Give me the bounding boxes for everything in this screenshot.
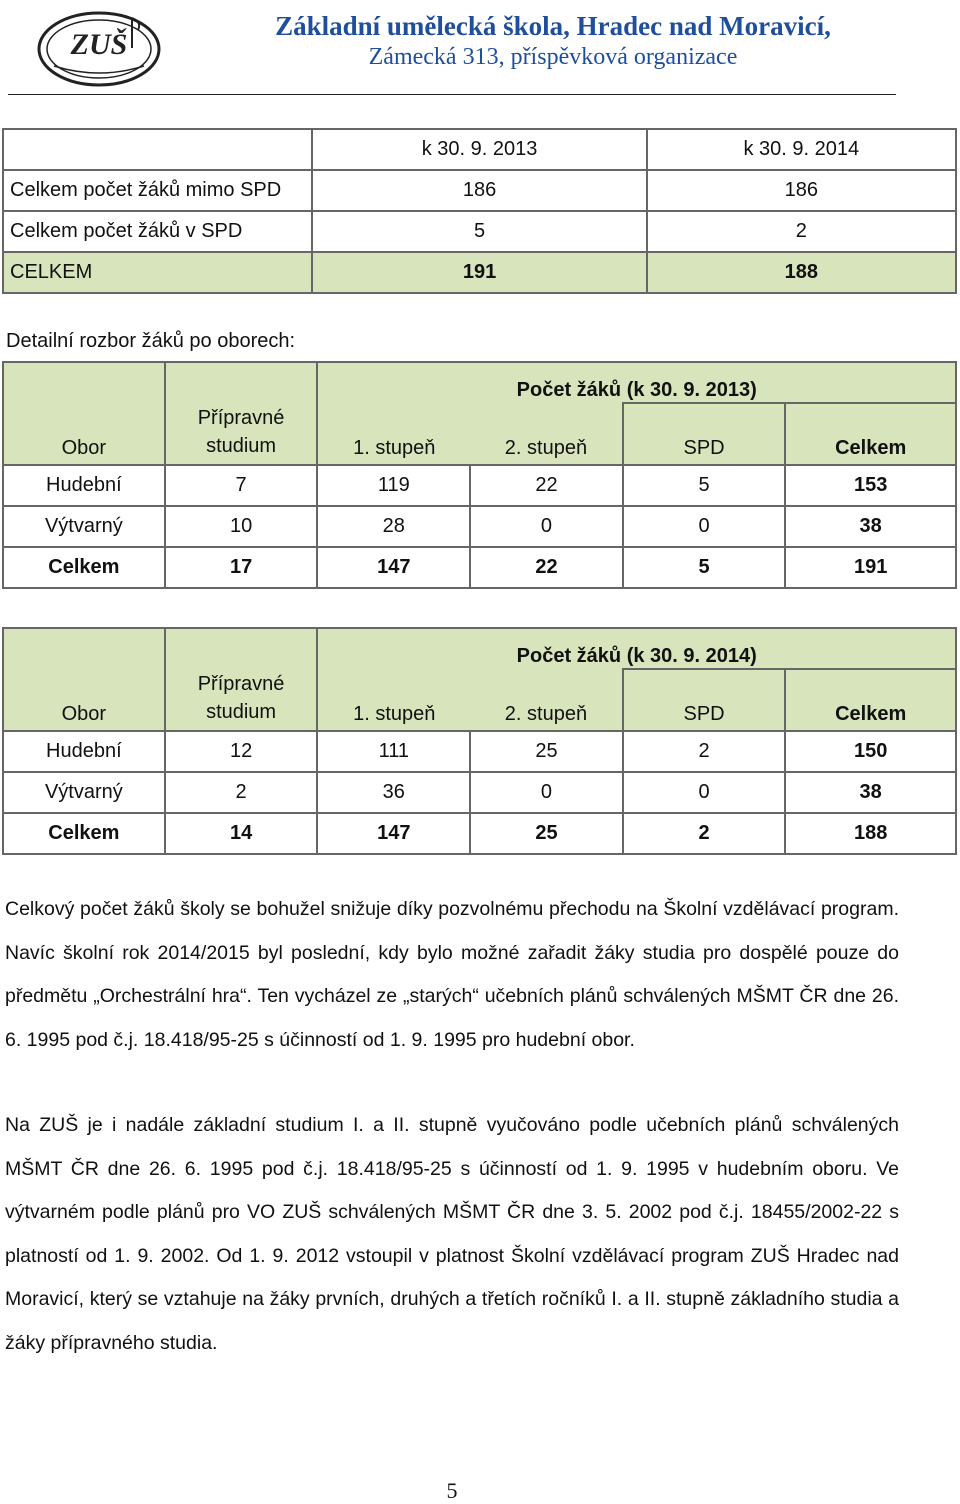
table-title [317, 628, 956, 669]
cell-spd: 0 [623, 506, 786, 547]
cell-2013: 191 [312, 252, 646, 293]
table-row [3, 170, 956, 211]
cell-stupen2: 22 [470, 547, 623, 588]
cell-celkem: 188 [785, 813, 956, 854]
cell-stupen1: 147 [317, 813, 470, 854]
table-2014 [2, 627, 957, 855]
table-row [3, 731, 956, 772]
summary-header-2014: k 30. 9. 2014 [647, 129, 956, 170]
table-row [3, 211, 956, 252]
table-row [3, 506, 956, 547]
table-row-total [3, 547, 956, 588]
cell-stupen1: 36 [317, 772, 470, 813]
cell-obor: Hudební [3, 731, 165, 772]
cell-celkem: 38 [785, 506, 956, 547]
table-title-text: Počet žáků (k 30. 9. 2014) [516, 645, 757, 667]
cell-stupen1: 119 [317, 465, 470, 506]
summary-header-empty [3, 129, 312, 170]
table-2013 [2, 361, 957, 589]
row-label: CELKEM [3, 252, 312, 293]
cell-stupen2: 25 [470, 731, 623, 772]
page-number: 5 [446, 1478, 458, 1503]
table-title [317, 362, 956, 403]
col-header-pripravne: Přípravné studium [165, 628, 318, 731]
school-logo [34, 8, 164, 90]
cell-celkem: 153 [785, 465, 956, 506]
school-name-line1: Základní umělecká škola, Hradec nad Moravicí, [275, 11, 831, 41]
school-name [168, 10, 938, 72]
cell-obor: Výtvarný [3, 506, 165, 547]
svg-text:ZUŠ: ZUŠ [70, 28, 128, 61]
table-row [3, 465, 956, 506]
cell-stupen2: 25 [470, 813, 623, 854]
col-header-spd: SPD [623, 403, 786, 465]
cell-obor: Celkem [3, 813, 165, 854]
col-header-obor: Obor [3, 362, 165, 465]
cell-celkem: 191 [785, 547, 956, 588]
col-header-stupen2: 2. stupeň [470, 403, 623, 465]
detail-caption: Detailní rozbor žáků po oborech: [6, 330, 296, 352]
cell-2014: 186 [647, 170, 956, 211]
cell-obor: Celkem [3, 547, 165, 588]
cell-stupen2: 22 [470, 465, 623, 506]
cell-stupen1: 111 [317, 731, 470, 772]
page-header [0, 0, 960, 100]
cell-spd: 5 [623, 465, 786, 506]
cell-stupen2: 0 [470, 772, 623, 813]
cell-celkem: 38 [785, 772, 956, 813]
cell-spd: 5 [623, 547, 786, 588]
cell-pripravne: 12 [165, 731, 318, 772]
col-header-pripravne: Přípravné studium [165, 362, 318, 465]
summary-table [2, 128, 957, 294]
col-header-stupen1: 1. stupeň [317, 669, 470, 731]
cell-pripravne: 10 [165, 506, 318, 547]
header-rule [8, 94, 896, 95]
cell-stupen2: 0 [470, 506, 623, 547]
cell-2013: 5 [312, 211, 646, 252]
cell-spd: 2 [623, 731, 786, 772]
row-label: Celkem počet žáků v SPD [3, 211, 312, 252]
cell-2014: 2 [647, 211, 956, 252]
summary-header-2013: k 30. 9. 2013 [312, 129, 646, 170]
paragraph-2: Na ZUŠ je i nadále základní studium I. a II. stupně vyučováno podle učebních plánů schválených MŠMT ČR dne 26. 6. 1995 pod č.j. 18.418/95-25 s účinností od 1. 9. 1995 v hudebním oboru. Ve výtvarném podle plánů pro VO ZUŠ schválených MŠMT ČR dne 3. 5. 2002 pod č.j. 18455/2002-22 s platností od 1. 9. 2002. Od 1. 9. 2012 vstoupil v platnost Školní vzdělávací program ZUŠ Hradec nad Moravicí, který se vztahuje na žáky prvních, druhých a třetích ročníků I. a II. stupně základního studia a žáky přípravného studia. [5, 1114, 899, 1354]
col-header-celkem: Celkem [785, 669, 956, 731]
table-row [3, 252, 956, 293]
summary-header-row [3, 129, 956, 170]
paragraph-1: Celkový počet žáků školy se bohužel snižuje díky pozvolnému přechodu na Školní vzdělávací program. Navíc školní rok 2014/2015 byl poslední, kdy bylo možné zařadit žáky studia pro dospělé pouze do předmětu „Orchestrální hra“. Ten vycházel ze „starých“ učebních plánů schválených MŠMT ČR dne 26. 6. 1995 pod č.j. 18.418/95-25 s účinností od 1. 9. 1995 pro hudební obor. [5, 898, 899, 1051]
cell-obor: Výtvarný [3, 772, 165, 813]
cell-2013: 186 [312, 170, 646, 211]
table-title-row [3, 362, 956, 403]
cell-stupen1: 147 [317, 547, 470, 588]
col-header-celkem: Celkem [785, 403, 956, 465]
cell-pripravne: 17 [165, 547, 318, 588]
row-label: Celkem počet žáků mimo SPD [3, 170, 312, 211]
col-header-spd: SPD [623, 669, 786, 731]
table-row-total [3, 813, 956, 854]
school-name-line2: Zámecká 313, příspěvková organizace [368, 44, 738, 70]
cell-stupen1: 28 [317, 506, 470, 547]
cell-pripravne: 7 [165, 465, 318, 506]
col-header-stupen2: 2. stupeň [470, 669, 623, 731]
cell-obor: Hudební [3, 465, 165, 506]
cell-pripravne: 2 [165, 772, 318, 813]
cell-spd: 2 [623, 813, 786, 854]
cell-2014: 188 [647, 252, 956, 293]
table-title-row [3, 628, 956, 669]
table-row [3, 772, 956, 813]
col-header-obor: Obor [3, 628, 165, 731]
cell-pripravne: 14 [165, 813, 318, 854]
col-header-stupen1: 1. stupeň [317, 403, 470, 465]
table-title-text: Počet žáků (k 30. 9. 2013) [516, 379, 757, 401]
cell-spd: 0 [623, 772, 786, 813]
cell-celkem: 150 [785, 731, 956, 772]
